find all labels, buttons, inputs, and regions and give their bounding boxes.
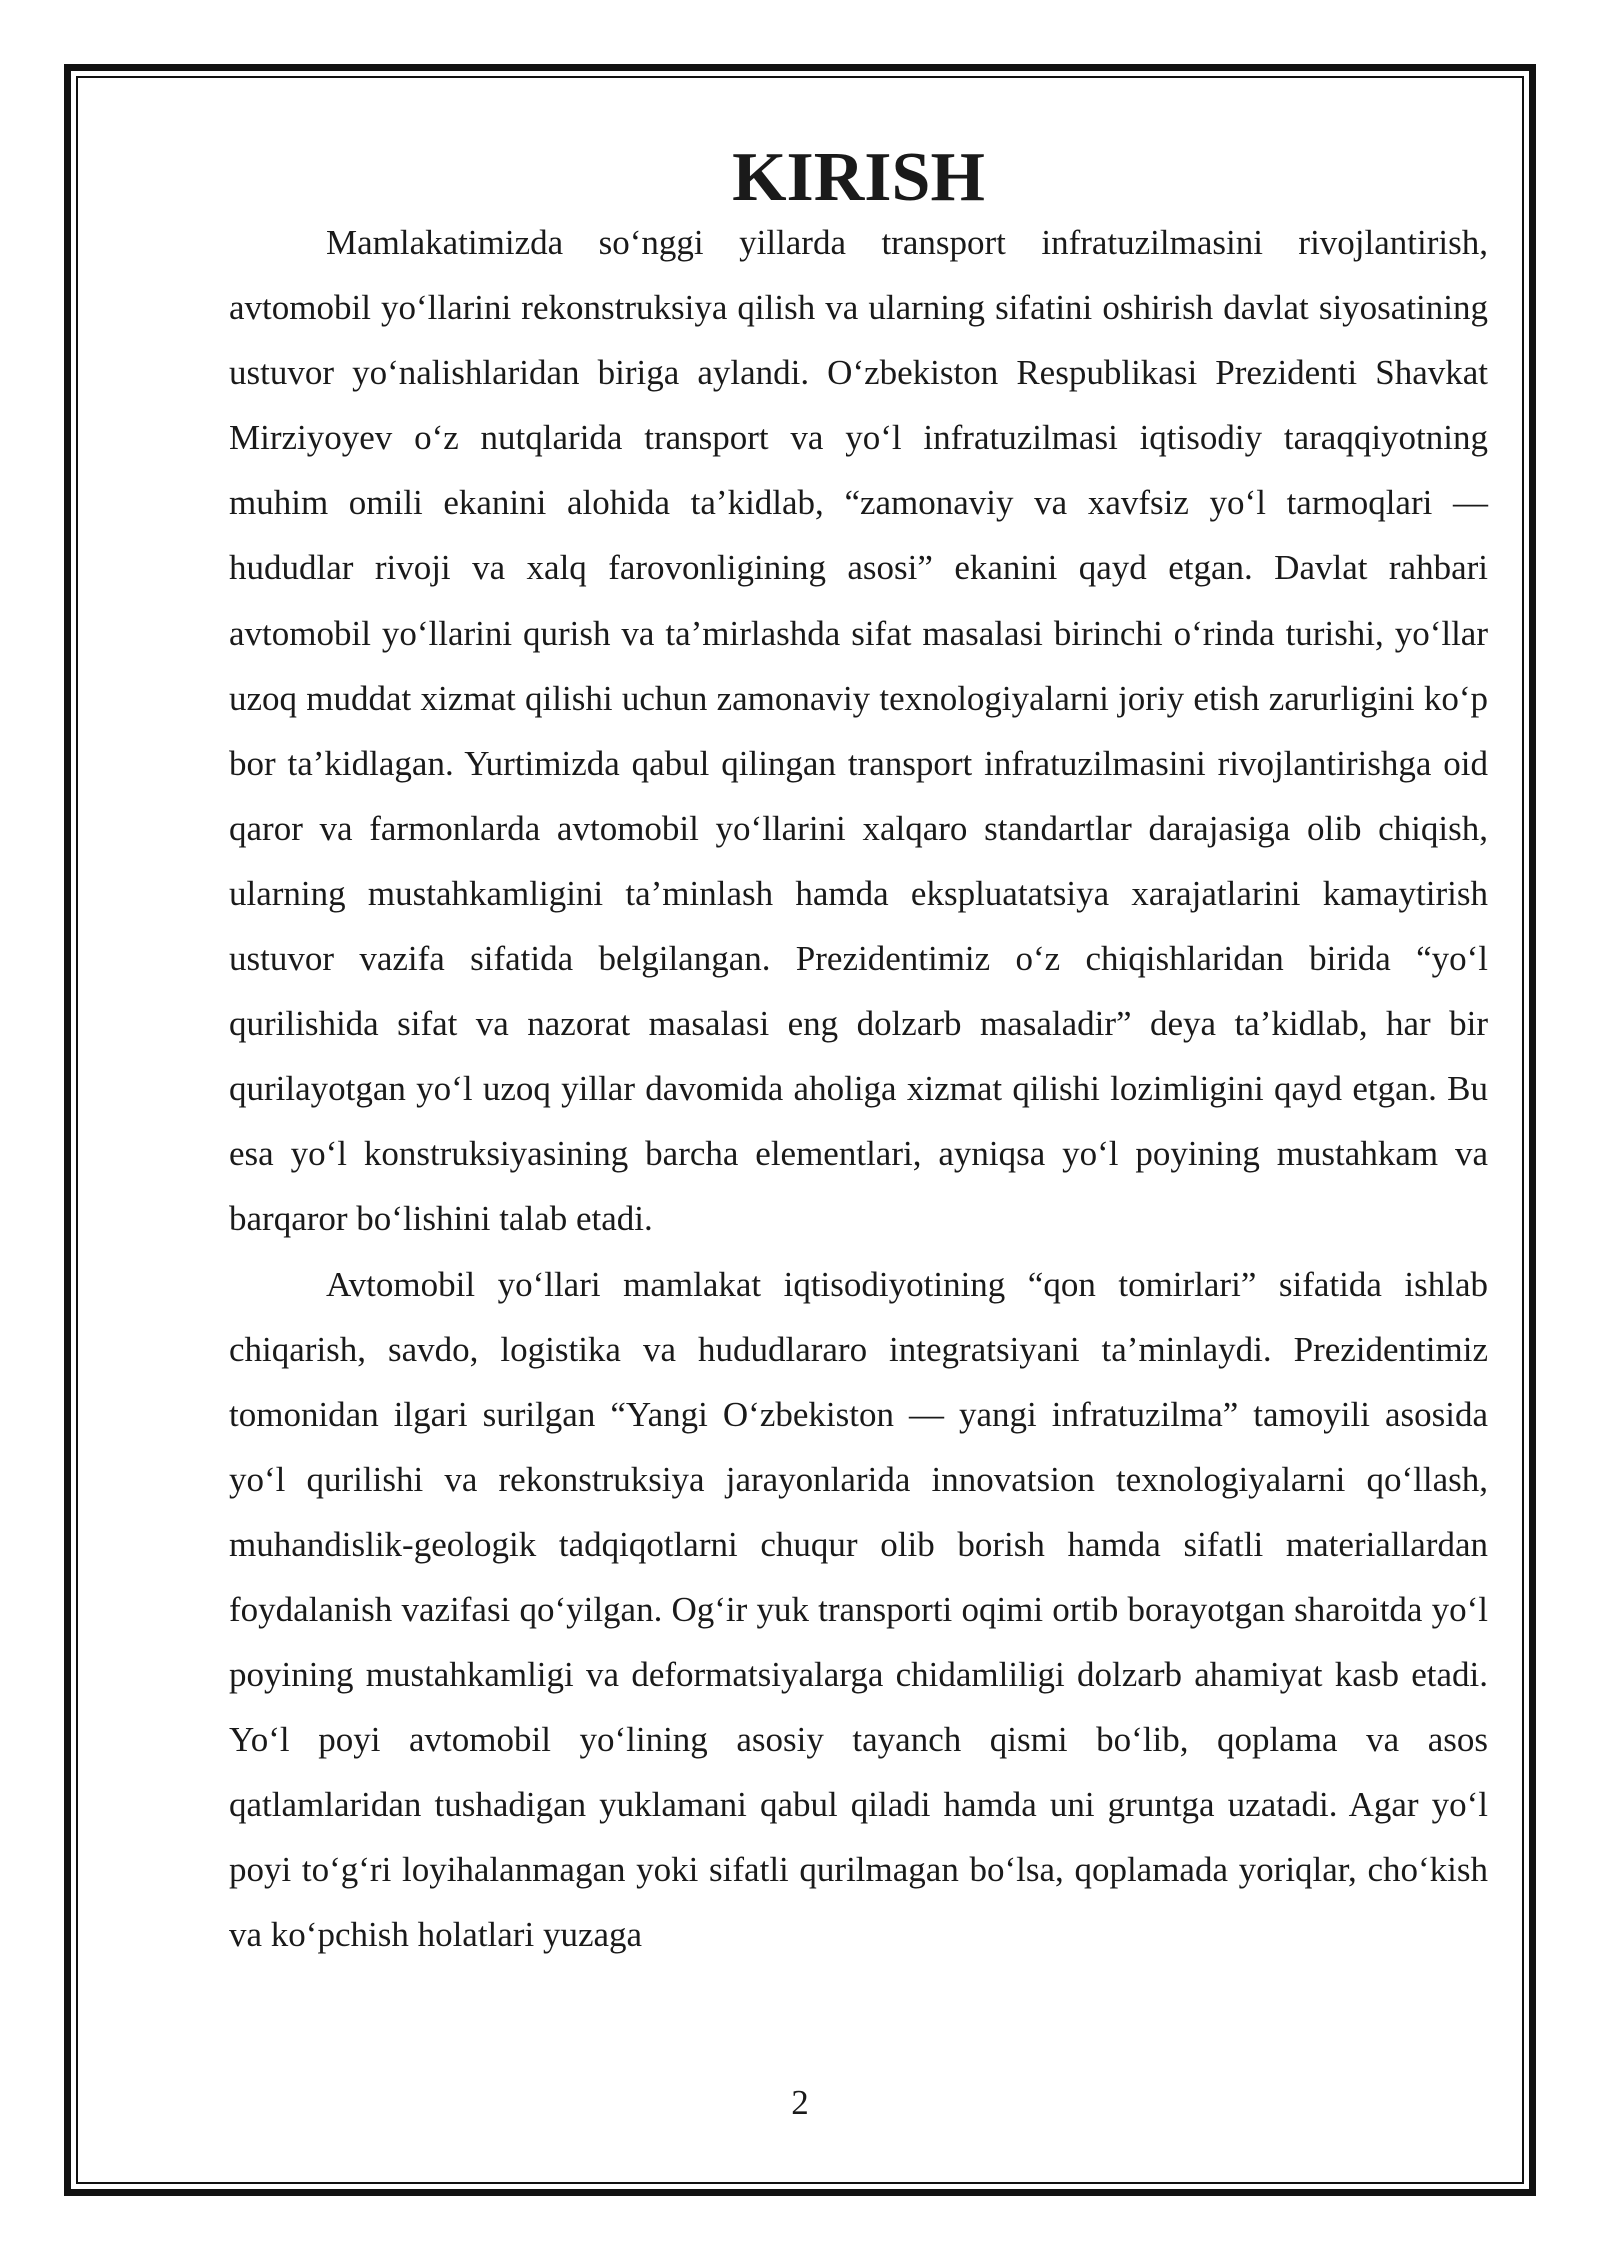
document-body <box>229 139 1488 1968</box>
paragraph-2: Avtomobil yo‘llari mamlakat iqtisodiyotining “qon tomirlari” sifatida ishlab chiqarish, savdo, logistika va hududlararo integratsiyani ta’minlaydi. Prezidentimiz tomonidan ilgari surilgan “Yangi O‘zbekiston — yangi infratuzilma” tamoyili asosida yo‘l qurilishi va rekonstruksiya jarayonlarida innovatsion texnologiyalarni qo‘llash, muhandislik-geologik tadqiqotlarni chuqur olib borish hamda sifatli materiallardan foydalanish vazifasi qo‘yilgan. Og‘ir yuk transporti oqimi ortib borayotgan sharoitda yo‘l poyining mustahkamligi va deformatsiyalarga chidamliligi dolzarb ahamiyat kasb etadi. Yo‘l poyi avtomobil yo‘lining asosiy tayanch qismi bo‘lib, qoplama va asos qatlamlaridan tushadigan yuklamani qabul qiladi hamda uni gruntga uzatadi. Agar yo‘l poyi to‘g‘ri loyihalanmagan yoki sifatli qurilmagan bo‘lsa, qoplamada yoriqlar, cho‘kish va ko‘pchish holatlari yuzaga <box>229 1264 1488 1955</box>
paragraph-1: Mamlakatimizda so‘nggi yillarda transport infratuzilmasini rivojlantirish, avtomobil yo‘llarini rekonstruksiya qilish va ularning sifatini oshirish davlat siyosatining ustuvor yo‘nalishlaridan biriga aylandi. O‘zbekiston Respublikasi Prezidenti Shavkat Mirziyoyev o‘z nutqlarida transport va yo‘l infratuzilmasi iqtisodiy taraqqiyotning muhim omili ekanini alohida ta’kidlab, “zamonaviy va xavfsiz yo‘l tarmoqlari — hududlar rivoji va xalq farovonligining asosi” ekanini qayd etgan. Davlat rahbari avtomobil yo‘llarini qurish va ta’mirlashda sifat masalasi birinchi o‘rinda turishi, yo‘llar uzoq muddat xizmat qilishi uchun zamonaviy texnologiyalarni joriy etish zarurligini ko‘p bor ta’kidlagan. Yurtimizda qabul qilingan transport infratuzilmasini rivojlantirishga oid qaror va farmonlarda avtomobil yo‘llarini xalqaro standartlar darajasiga olib chiqish, ularning mustahkamligini ta’minlash hamda ekspluatatsiya xarajatlarini kamaytirish ustuvor vazifa sifatida belgilangan. Prezidentimiz o‘z chiqishlaridan birida “yo‘l qurilishida sifat va nazorat masalasi eng dolzarb masaladir” deya ta’kidlab, har bir qurilayotgan yo‘l uzoq yillar davomida aholiga xizmat qilishi lozimligini qayd etgan. Bu esa yo‘l konstruksiyasining barcha elementlari, ayniqsa yo‘l poyining mustahkam va barqaror bo‘lishini talab etadi. <box>229 223 1488 1239</box>
section-heading: KIRISH <box>732 139 985 216</box>
page-number: 2 <box>791 2083 809 2122</box>
